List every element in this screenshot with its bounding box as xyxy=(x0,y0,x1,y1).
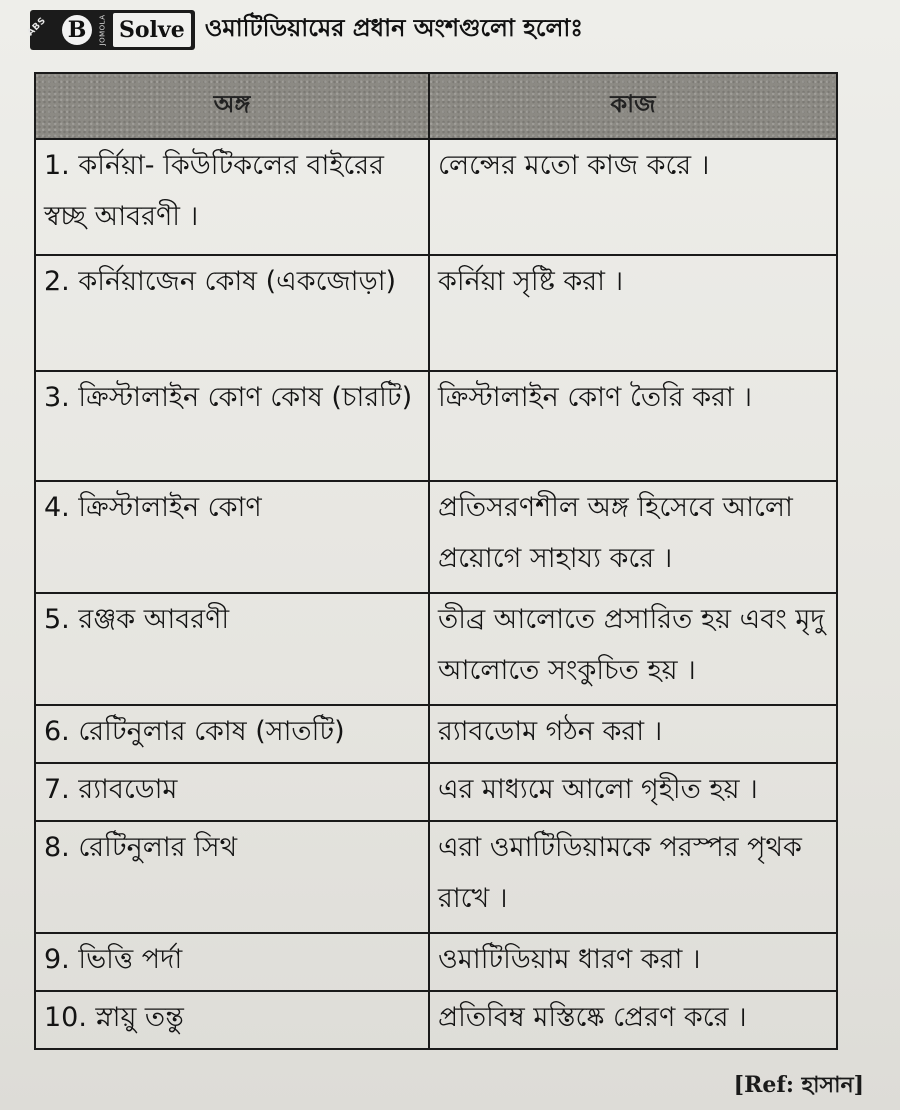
ommatidium-parts-table xyxy=(34,72,838,1050)
function-cell: প্রতিবিম্ব মস্তিষ্কে প্রেরণ করে । xyxy=(429,991,837,1049)
ribbon-text: ABS xyxy=(25,15,49,39)
badge-small-label xyxy=(95,13,109,47)
part-cell: 7. র‍্যাবডোম xyxy=(35,763,429,821)
table-row xyxy=(35,763,837,821)
table-row xyxy=(35,481,837,593)
part-cell: 10. স্নায়ু তন্তু xyxy=(35,991,429,1049)
part-cell: 3. ক্রিস্টালাইন কোণ কোষ (চারটি) xyxy=(35,371,429,481)
function-cell: র‍্যাবডোম গঠন করা । xyxy=(429,705,837,763)
function-cell: তীব্র আলোতে প্রসারিত হয় এবং মৃদু আলোতে সংকুচিত হয় । xyxy=(429,593,837,705)
table-row xyxy=(35,705,837,763)
function-cell: ওমাটিডিয়াম ধারণ করা । xyxy=(429,933,837,991)
part-cell: 5. রঞ্জক আবরণী xyxy=(35,593,429,705)
b-solve-badge xyxy=(25,10,195,50)
part-cell: 6. রেটিনুলার কোষ (সাতটি) xyxy=(35,705,429,763)
part-cell: 4. ক্রিস্টালাইন কোণ xyxy=(35,481,429,593)
ribbon-icon xyxy=(25,10,68,50)
column-header-part: অঙ্গ xyxy=(35,73,429,139)
table-row xyxy=(35,593,837,705)
table-row xyxy=(35,371,837,481)
function-cell: এরা ওমাটিডিয়ামকে পরস্পর পৃথক রাখে । xyxy=(429,821,837,933)
column-header-function: কাজ xyxy=(429,73,837,139)
function-cell: ক্রিস্টালাইন কোণ তৈরি করা । xyxy=(429,371,837,481)
table-row xyxy=(35,933,837,991)
part-cell: 2. কর্নিয়াজেন কোষ (একজোড়া) xyxy=(35,255,429,371)
part-cell: 9. ভিত্তি পর্দা xyxy=(35,933,429,991)
solve-label: Solve xyxy=(113,13,191,47)
badge-small-text: JOMOLA xyxy=(98,14,107,46)
reference-note: [Ref: হাসান] xyxy=(733,1072,864,1098)
table-row xyxy=(35,821,837,933)
function-cell: কর্নিয়া সৃষ্টি করা । xyxy=(429,255,837,371)
header xyxy=(25,8,584,52)
part-cell: 1. কর্নিয়া- কিউটিকলের বাইরের স্বচ্ছ আবরণী । xyxy=(35,139,429,255)
function-cell: লেন্সের মতো কাজ করে । xyxy=(429,139,837,255)
table-row xyxy=(35,991,837,1049)
table-row xyxy=(35,255,837,371)
section-title: ওমাটিডিয়ামের প্রধান অংশগুলো হলোঃ xyxy=(204,14,584,42)
table-header-row xyxy=(35,73,837,139)
part-cell: 8. রেটিনুলার সিথ xyxy=(35,821,429,933)
function-cell: এর মাধ্যমে আলো গৃহীত হয় । xyxy=(429,763,837,821)
badge-letter: B xyxy=(62,15,92,45)
table-row xyxy=(35,139,837,255)
function-cell: প্রতিসরণশীল অঙ্গ হিসেবে আলো প্রয়োগে সাহায্য করে । xyxy=(429,481,837,593)
